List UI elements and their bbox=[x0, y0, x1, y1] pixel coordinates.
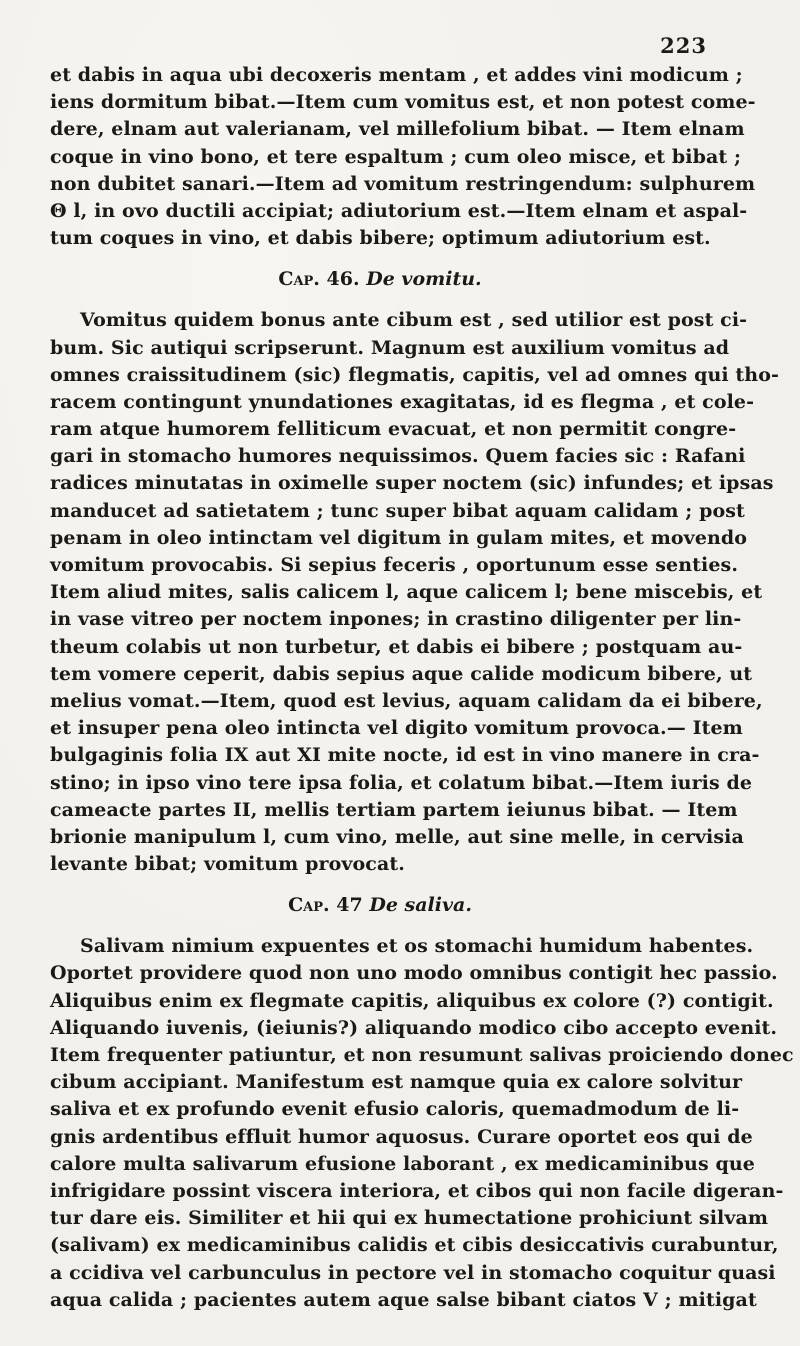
text-line: Aliquando iuvenis, (ieiunis?) aliquando modico cibo accepto evenit. bbox=[50, 1016, 778, 1039]
text-line: racem contingunt ynundationes exagitatas, id es flegma , et cole- bbox=[50, 390, 755, 413]
text-line: iens dormitum bibat.—Item cum vomitus est, et non potest come- bbox=[50, 91, 756, 114]
chapter-number: Cap. 47 bbox=[288, 894, 363, 917]
text-line: non dubitet sanari.—Item ad vomitum restringendum: sulphurem bbox=[50, 172, 756, 195]
text-line: tum coques in vino, et dabis bibere; optimum adiutorium est. bbox=[50, 227, 711, 250]
text-line: cibum accipiant. Manifestum est namque quia ex calore solvitur bbox=[50, 1071, 743, 1094]
text-line: levante bibat; vomitum provocat. bbox=[50, 853, 405, 876]
text-line: gnis ardentibus effluit humor aquosus. Curare oportet eos qui de bbox=[50, 1125, 753, 1148]
text-line: melius vomat.—Item, quod est levius, aquam calidam da ei bibere, bbox=[50, 689, 763, 712]
text-line: saliva et ex profundo evenit efusio caloris, quemadmodum de li- bbox=[50, 1098, 740, 1121]
paragraph-continued bbox=[50, 62, 756, 252]
text-line: calore multa salivarum efusione laborant , ex medicaminibus que bbox=[50, 1152, 755, 1175]
paragraph-de-vomitu bbox=[50, 307, 779, 878]
text-line: Vomitus quidem bonus ante cibum est , sed utilior est post ci- bbox=[80, 309, 748, 332]
text-line: dere, elnam aut valerianam, vel millefolium bibat. — Item elnam bbox=[50, 118, 745, 141]
chapter-heading-47 bbox=[50, 892, 710, 919]
text-line: penam in oleo intinctam vel digitum in gulam mites, et movendo bbox=[50, 526, 748, 549]
text-line: bum. Sic autiqui scripserunt. Magnum est auxilium vomitus ad bbox=[50, 336, 730, 359]
paragraph-de-saliva bbox=[50, 933, 794, 1314]
text-line: (salivam) ex medicaminibus calidis et cibis desiccativis curabuntur, bbox=[50, 1234, 779, 1257]
text-line: Item frequenter patiuntur, et non resumunt salivas proiciendo donec bbox=[50, 1044, 794, 1066]
text-line: cameacte partes II, mellis tertiam partem ieiunus bibat. — Item bbox=[50, 798, 738, 821]
text-line: ram atque humorem felliticum evacuat, et non permitit congre- bbox=[50, 418, 737, 441]
text-line: a ccidiva vel carbunculus in pectore vel in stomacho coquitur quasi bbox=[50, 1261, 776, 1284]
text-line: infrigidare possint viscera interiora, et cibos qui non facile digeran- bbox=[50, 1179, 784, 1202]
text-line: in vase vitreo per noctem inpones; in crastino diligenter per lin- bbox=[50, 608, 742, 631]
text-line: Θ l, in ovo ductili accipiat; adiutorium est.—Item elnam et aspal- bbox=[50, 199, 748, 222]
text-line: tur dare eis. Similiter et hii qui ex humectatione prohiciunt silvam bbox=[50, 1207, 769, 1230]
text-line: aqua calida ; pacientes autem aque salse bibant ciatos V ; mitigat bbox=[50, 1288, 757, 1311]
text-line: brionie manipulum l, cum vino, melle, aut sine melle, in cervisia bbox=[50, 825, 744, 848]
text-line: manducet ad satietatem ; tunc super bibat aquam calidam ; post bbox=[50, 499, 745, 522]
chapter-title: De saliva. bbox=[369, 894, 472, 917]
text-line: omnes craissitudinem (sic) flegmatis, capitis, vel ad omnes qui tho- bbox=[50, 363, 779, 386]
text-line: vomitum provocabis. Si sepius feceris , oportunum esse senties. bbox=[50, 554, 739, 576]
text-line: tem vomere ceperit, dabis sepius aque calide modicum bibere, ut bbox=[50, 662, 753, 685]
text-line: radices minutatas in oximelle super noctem (sic) infundes; et ipsas bbox=[50, 472, 774, 495]
text-line: coque in vino bono, et tere espaltum ; cum oleo misce, et bibat ; bbox=[50, 145, 742, 168]
chapter-title: De vomitu. bbox=[366, 268, 482, 291]
text-line: Salivam nimium expuentes et os stomachi humidum habentes. bbox=[80, 935, 754, 958]
chapter-heading-46 bbox=[50, 266, 710, 293]
text-line: Aliquibus enim ex flegmate capitis, aliquibus ex colore (?) contigit. bbox=[50, 989, 774, 1012]
text-line: Oportet providere quod non uno modo omnibus contigit hec passio. bbox=[50, 962, 778, 985]
text-line: et insuper pena oleo intincta vel digito vomitum provoca.— Item bbox=[50, 717, 743, 740]
text-line: et dabis in aqua ubi decoxeris mentam , et addes vini modicum ; bbox=[50, 64, 743, 86]
chapter-number: Cap. 46. bbox=[278, 268, 360, 291]
text-line: Item aliud mites, salis calicem l, aque calicem l; bene miscebis, et bbox=[50, 581, 763, 604]
text-line: stino; in ipso vino tere ipsa folia, et colatum bibat.—Item iuris de bbox=[50, 771, 753, 794]
page-number: 223 bbox=[660, 33, 707, 58]
text-line: bulgaginis folia IX aut XI mite nocte, id est in vino manere in cra- bbox=[50, 744, 760, 767]
text-line: theum colabis ut non turbetur, et dabis ei bibere ; postquam au- bbox=[50, 635, 743, 658]
text-line: gari in stomacho humores nequissimos. Quem facies sic : Rafani bbox=[50, 445, 746, 468]
